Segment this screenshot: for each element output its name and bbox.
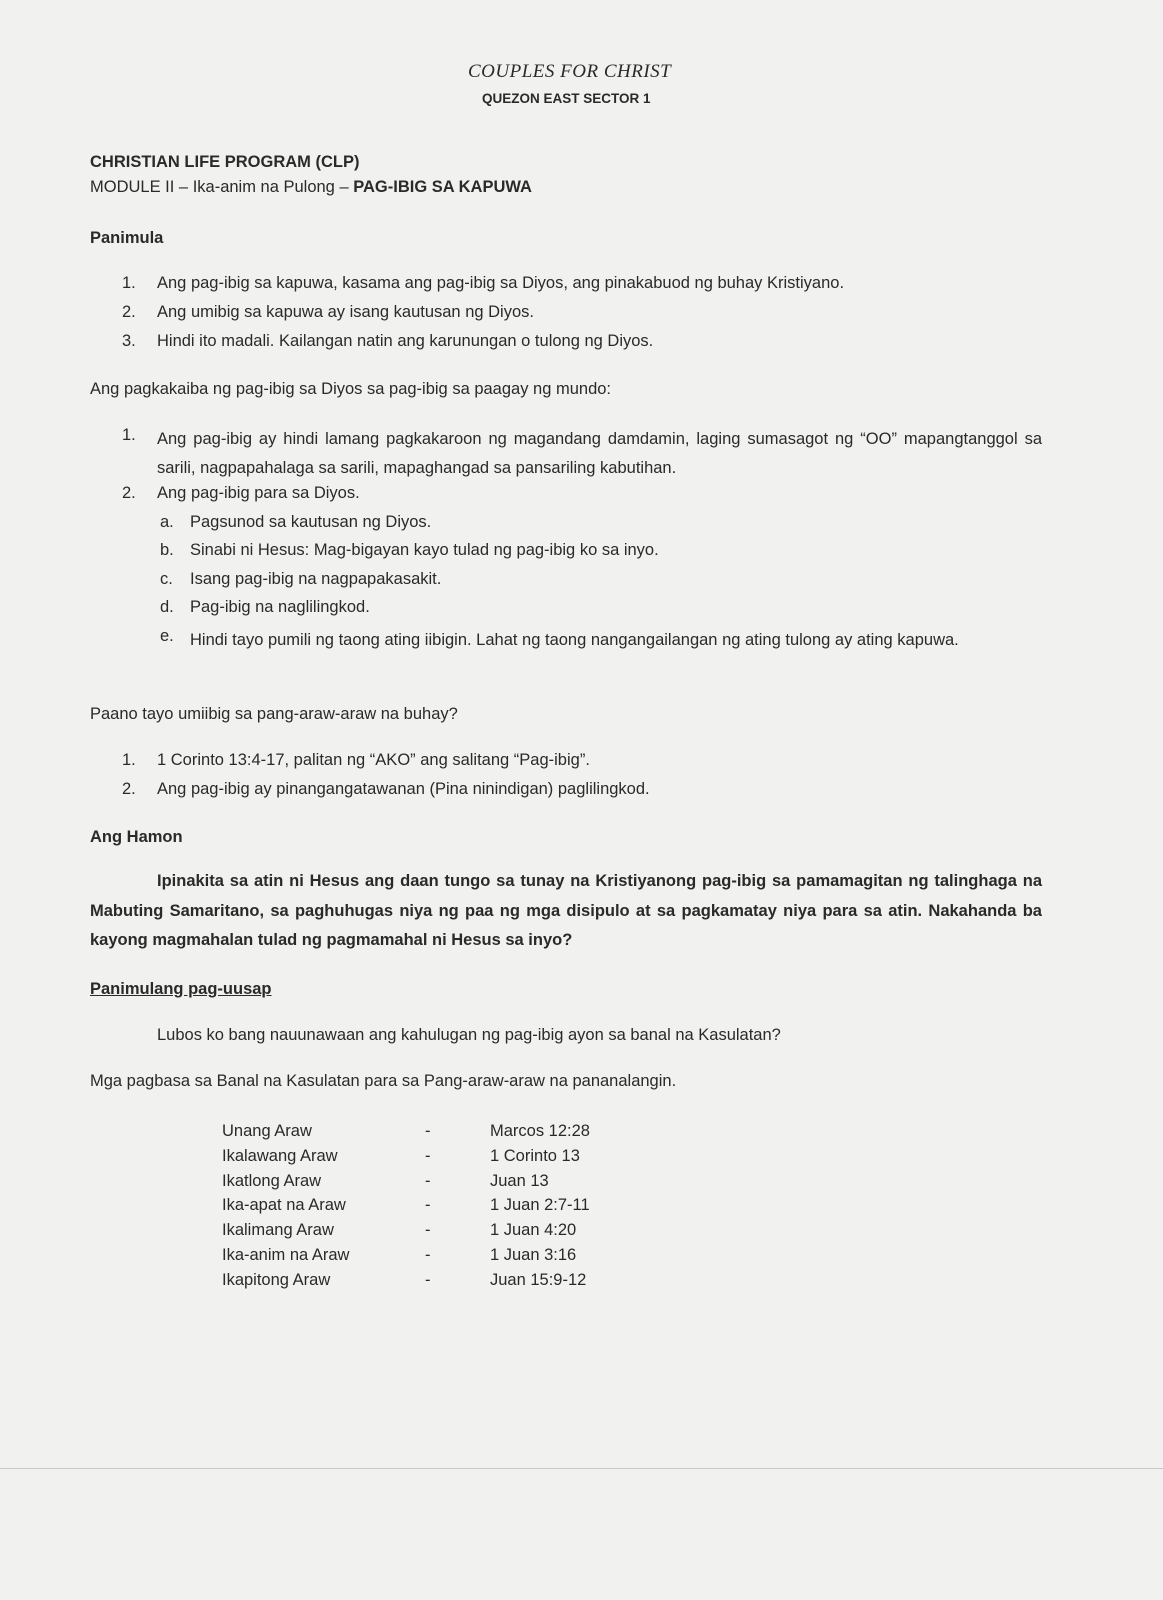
reading-ref: Marcos 12:28 xyxy=(490,1122,590,1140)
reading-day: Ikalawang Araw xyxy=(222,1146,338,1165)
reading-ref: 1 Juan 3:16 xyxy=(490,1246,577,1264)
module-prefix: MODULE II – Ika-anim na Pulong – xyxy=(90,178,354,196)
sub-letter: e. xyxy=(160,627,174,645)
list-item: Ang pag-ibig sa kapuwa, kasama ang pag-ibig sa Diyos, ang pinakabuod ng buhay Kristiyano. xyxy=(157,274,845,292)
list-item: Ang pag-ibig ay hindi lamang pagkakaroon ng magandang damdamin, laging sumasagot ng “OO” mapangtanggol sa sarili, nagpapahalaga sa sarili, mapaghangad sa pansariling kabutihan. xyxy=(157,430,1042,477)
reading-day: Ikatlong Araw xyxy=(222,1171,322,1190)
paano-intro: Paano tayo umiibig sa pang-araw-araw na buhay? xyxy=(90,705,458,723)
list-num: 2. xyxy=(122,303,136,321)
list-item: Ang umibig sa kapuwa ay isang kautusan ng Diyos. xyxy=(157,303,534,321)
sub-item: Isang pag-ibig na nagpapakasakit. xyxy=(190,570,442,588)
reading-day: Ikalimang Araw xyxy=(222,1221,334,1240)
readings-intro: Mga pagbasa sa Banal na Kasulatan para sa Pang-araw-araw na pananalangin. xyxy=(90,1072,677,1090)
sub-letter: c. xyxy=(160,570,173,588)
sub-item: Pag-ibig na naglilingkod. xyxy=(190,598,370,616)
list-num: 2. xyxy=(122,484,136,502)
reading-dash: - xyxy=(425,1122,431,1140)
list-item: Ang pag-ibig para sa Diyos. xyxy=(157,484,360,502)
hamon-paragraph: Ipinakita sa atin ni Hesus ang daan tungo sa tunay na Kristiyanong pag-ibig sa pamamagitan ng talinghaga na Mabuting Samaritano, sa paghuhugas niya ng paa ng mga disipulo at sa pagkamatay niya para sa atin. Nakahanda ba kayong magmahalan tulad ng pagmamahal ni Hesus sa inyo? xyxy=(90,872,1042,949)
module-topic: PAG-IBIG SA KAPUWA xyxy=(353,178,532,196)
usap-heading: Panimulang pag-uusap xyxy=(90,980,272,998)
reading-ref: Juan 13 xyxy=(490,1171,549,1190)
reading-ref: Juan 15:9-12 xyxy=(490,1270,587,1289)
list-num: 1. xyxy=(122,751,136,769)
reading-ref: 1 Juan 4:20 xyxy=(490,1221,577,1240)
reading-day: Ikapitong Araw xyxy=(222,1270,331,1289)
sub-letter: a. xyxy=(160,513,174,531)
sub-item: Pagsunod sa kautusan ng Diyos. xyxy=(190,513,432,531)
reading-dash: - xyxy=(425,1246,431,1264)
list-item: Ang pag-ibig ay pinangangatawanan (Pina ninindigan) paglilingkod. xyxy=(157,780,650,798)
hamon-heading: Ang Hamon xyxy=(90,828,183,846)
panimula-heading: Panimula xyxy=(90,229,164,247)
sub-letter: b. xyxy=(160,541,174,559)
list-num: 3. xyxy=(122,332,136,350)
list-num: 2. xyxy=(122,780,136,798)
reading-day: Ika-anim na Araw xyxy=(222,1246,350,1264)
reading-dash: - xyxy=(425,1270,431,1289)
list-num: 1. xyxy=(122,426,136,444)
org-name: COUPLES FOR CHRIST xyxy=(468,61,672,82)
module-line xyxy=(90,177,532,197)
usap-question: Lubos ko bang nauunawaan ang kahulugan ng pag-ibig ayon sa banal na Kasulatan? xyxy=(157,1026,781,1044)
reading-ref: 1 Corinto 13 xyxy=(490,1146,580,1165)
reading-day: Unang Araw xyxy=(222,1122,312,1140)
list-item: 1 Corinto 13:4-17, palitan ng “AKO” ang salitang “Pag-ibig”. xyxy=(157,751,590,769)
program-title: CHRISTIAN LIFE PROGRAM (CLP) xyxy=(90,153,360,171)
reading-ref: 1 Juan 2:7-11 xyxy=(490,1196,590,1215)
pagkakaiba-intro: Ang pagkakaiba ng pag-ibig sa Diyos sa pag-ibig sa paagay ng mundo: xyxy=(90,380,612,398)
reading-day: Ika-apat na Araw xyxy=(222,1196,346,1215)
sub-letter: d. xyxy=(160,598,174,616)
reading-dash: - xyxy=(425,1196,431,1215)
sector-name: QUEZON EAST SECTOR 1 xyxy=(482,91,651,106)
reading-dash: - xyxy=(425,1171,431,1190)
list-num: 1. xyxy=(122,274,136,292)
sub-item: Sinabi ni Hesus: Mag-bigayan kayo tulad ng pag-ibig ko sa inyo. xyxy=(190,541,659,559)
reading-dash: - xyxy=(425,1146,431,1165)
list-item: Hindi ito madali. Kailangan natin ang karunungan o tulong ng Diyos. xyxy=(157,332,654,350)
reading-dash: - xyxy=(425,1221,431,1240)
page-edge-line xyxy=(0,1468,1163,1469)
sub-item: Hindi tayo pumili ng taong ating iibigin. Lahat ng taong nangangailangan ng ating tulong ay ating kapuwa. xyxy=(190,631,959,649)
